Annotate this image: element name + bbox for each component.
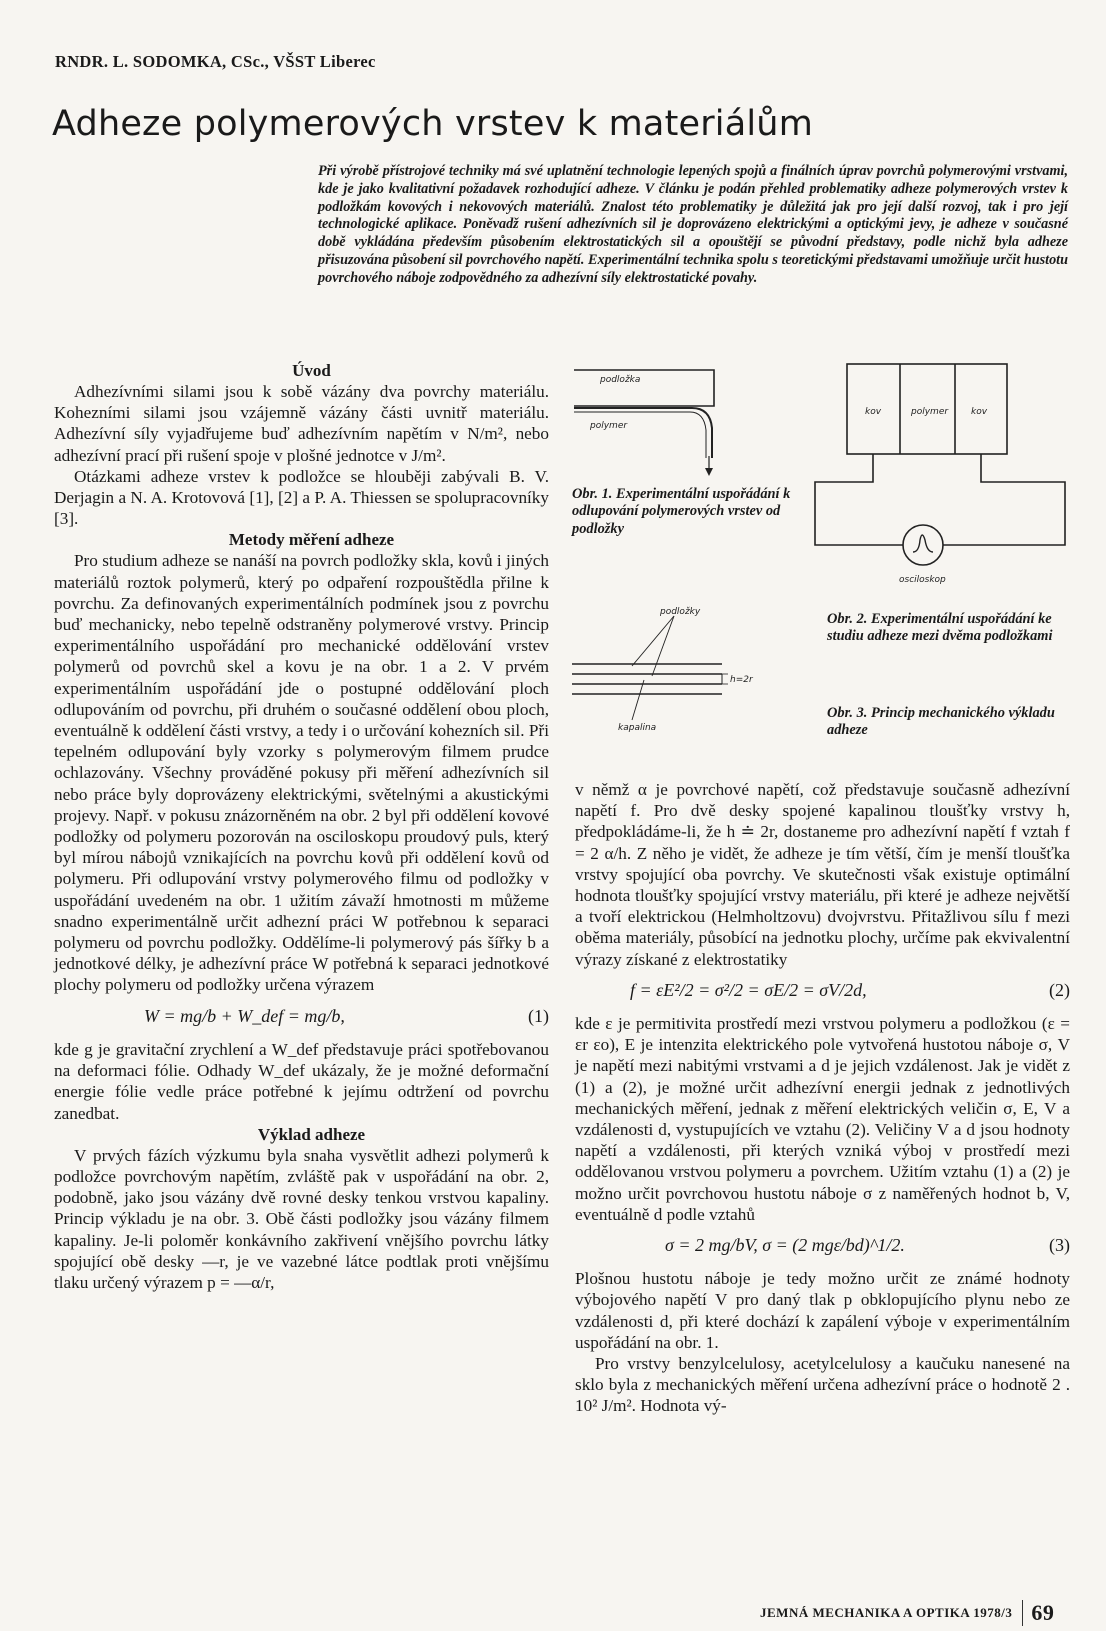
paragraph: kde ε je permitivita prostředí mezi vrstvou polymeru a podložkou (ε = εr εo), E je intenzita elektrického pole vytvořená hustotou náboje σ, V je napětí mezi nabitými vrstvami a d je jejich vzdálenost. Jak je vidět z (1) a (2), je možné určit adhezívní energii jednak z jednotlivých mechanických měření, jednak z měření elektrických veličin σ, E, V a vzdálenosti d, vystupujících ve vztahu (2). Veličiny V a d jsou hodnoty napětí a vzdálenosti, při kterých vzniká výboj v prostředí mezi oddělovanou vrstvou polymeru a povrchem. Užitím vztahu (1) a (2) je možno určit povrchovou hustotu náboje σ z naměřených hodnot b, V, eventuálně d podle vztahů: [575, 1014, 1070, 1224]
right-column: [575, 779, 1070, 1417]
paragraph: kde g je gravitační zrychlení a W_def představuje práci spotřebovanou na deformaci fólie. Odhady W_def ukázaly, že je možné deformační energie fólie vedle práce potřebné k jejímu odtržení od povrchu zanedbat.: [54, 1039, 549, 1123]
abstract: Při výrobě přístrojové techniky má své uplatnění technologie lepených spojů a finálních úprav povrchů polymerovými vrstvami, kde je jako kvalitativní požadavek rozhodující adheze. V článku je podán přehled problematiky adheze polymerových vrstev k podložkám kovových i nekovových materiálů. Znalost této problematiky je důležitá jak pro její další rozvoj, tak i pro její technologické aplikace. Poněvadž rušení adhezívních sil je doprovázeno elektrickými a optickými jevy, je adheze v současné době vykládána především působením elektrostatických sil a opouštějí se původní představy, podle nichž byla adheze přisuzována působení sil povrchového napětí. Experimentální technika spolu s teoretickými představami umožňuje určit hustotu povrchového náboje zodpovědného za adhezívní síly elektrostatické povahy.: [318, 163, 1068, 286]
equation-text: W = mg/b + W_def = mg/b,: [144, 1005, 345, 1026]
fig2-label-polymer: polymer: [911, 407, 949, 417]
equation-number: (2): [1049, 979, 1070, 1000]
left-column: [54, 360, 549, 1293]
article-title: Adheze polymerových vrstev k materiálům: [52, 104, 813, 144]
figure-1-diagram: [572, 368, 772, 480]
fig1-label-polymer: polymer: [590, 421, 628, 431]
figure-2-caption: Obr. 2. Experimentální uspořádání ke studiu adheze mezi dvěma podložkami: [827, 611, 1053, 645]
fig2-label-kov-left: kov: [865, 407, 882, 417]
page-number: 69: [1031, 1600, 1055, 1625]
fig1-label-substrate: podložka: [600, 375, 641, 385]
fig3-label-substrates: podložky: [660, 607, 701, 617]
equation-number: (1): [528, 1005, 549, 1026]
equation-text: f = εE²/2 = σ²/2 = σE/2 = σV/2d,: [630, 979, 867, 1000]
section-heading-vyklad: Výklad adheze: [257, 1124, 366, 1144]
equation-number: (3): [1049, 1235, 1070, 1256]
author-line: RNDR. L. SODOMKA, CSc., VŠST Liberec: [55, 52, 376, 71]
footer-divider: [1022, 1600, 1023, 1626]
figure-1-caption: Obr. 1. Experimentální uspořádání k odlupování polymerových vrstev od podložky: [572, 486, 791, 537]
equation-1: [54, 1006, 549, 1027]
paragraph: Plošnou hustotu náboje je tedy možno určit ze známé hodnoty výbojového napětí V pro daný tlak p obklopujícího plynu nebo ze vzdálenosti d, při které dochází k zapálení výboje v experimentálním uspořádání na obr. 1.: [575, 1269, 1070, 1352]
equation-text: σ = 2 mg/bV, σ = (2 mgε/bd)^1/2.: [665, 1235, 905, 1256]
paragraph: Pro vrstvy benzylcelulosy, acetylcelulosy a kaučuku nanesené na sklo byla z mechanických měření určena adhezívní práce o hodnotě 2 . 10² J/m². Hodnota vý-: [575, 1354, 1070, 1416]
paragraph: v němž α je povrchové napětí, což představuje současně adhezívní napětí f. Pro dvě desky spojené kapalinou tloušťky vrstvy h, předpokládáme-li, že h ≐ 2r, dostaneme pro adhezívní napětí f vztah f = 2 α/h. Z něho je vidět, že adheze je tím větší, čím je menší tloušťka vrstvy spojující oba povrchy. Ve skutečnosti však existuje optimální hodnota tloušťky spojující vrstvy materiálu, při které je adheze největší a tvoří elektrickou (Helmholtzovu) dvojvrstvu. Přitažlivou sílu f mezi oběma materiály, působící na jednotku plochy, určíme pak ekvivalentní výrazy získané z elektrostatiky: [575, 780, 1070, 969]
section-heading-uvod: Úvod: [292, 361, 331, 380]
equation-3: [575, 1235, 1070, 1256]
section-heading-metody: Metody měření adheze: [228, 530, 395, 550]
fig2-label-osc: osciloskop: [899, 575, 946, 585]
paragraph: V prvých fázích výzkumu byla snaha vysvětlit adhezi polymerů k podložce povrchovým napětím, zvláště pak v uspořádání na obr. 2, podobně, jako jsou vázány dvě rovné desky tenkou vrstvou kapaliny. Princip výkladu je na obr. 3. Obě části podložky jsou vázány filmem kapaliny. Je-li poloměr konkávního zakřivení vnějšího povrchu látky spojující obě desky —r, je ve vazebné látce podtlak proti vnějšímu tlaku určený výrazem p = —α/r,: [54, 1145, 549, 1292]
fig3-label-thickness: h=2r: [730, 675, 753, 685]
fig2-label-kov-right: kov: [971, 407, 988, 417]
paragraph: Adhezívními silami jsou k sobě vázány dva povrchy materiálu. Kohezními silami jsou vzájemně vázány části uvnitř materiálu. Adhezívní síly vyjadřujeme buď adhezívním napětím v N/m², nebo adhezívní prací při rušení spoje v plošné jednotce v J/m².: [54, 382, 549, 465]
figure-3-diagram: [572, 607, 782, 735]
paragraph: Pro studium adheze se nanáší na povrch podložky skla, kovů i jiných materiálů roztok polymerů, který po odpaření rozpouštědla přilne k povrchu. Za definovaných experimentálních podmínek jsou z povrchu buď mechanicky, nebo tepelně odstraněny polymerové vrstvy. Princip experimentálního uspořádání pro mechanické oddělování vrstev polymerů od povrchů skel a kovu je na obr. 1 a 2. V prvém experimentálním uspořádání jde o postupné oddělování ploch odlupováním od povrchu, při druhém o současné oddělení obou ploch, eventuálně k oddělení části vrstvy, a tedy i o určování kohezních sil. Při tepelném odlupování byly vzorky s polymerovým filmem prudce ochlazovány. Všechny prováděné pokusy při měření adhezívních sil nebo práce byly doprovázeny elektrickými, světelnými a akustickými projevy. Např. v pokusu znázorněném na obr. 2 byl při oddělení kovové podložky od polymeru pozorován na osciloskopu proudový puls, který byl mírou nábojů vznikajících na povrchu kovů při oddělení kovů od polymeru. Při odlupování vrstvy polymerového filmu od podložky v uspořádání uvedeném na obr. 1 užitím závaží hmotnosti m můžeme snadno experimentálně určit adhezní práci W potřebnou k separaci polymeru od povrchu podložky. Oddělíme-li polymerový pás šířky b a jednotkové délky, je adhezívní práce W potřebná k separaci jednotkové plochy polymeru od podložky určena výrazem: [54, 551, 549, 995]
paragraph: Otázkami adheze vrstev k podložce se hlouběji zabývali B. V. Derjagin a N. A. Krotovová [1], [2] a P. A. Thiessen se spolupracovníky [3].: [54, 466, 549, 529]
figure-2-diagram: [815, 360, 1069, 600]
journal-name: JEMNÁ MECHANIKA A OPTIKA 1978/3: [760, 1605, 1013, 1620]
equation-2: [575, 980, 1070, 1001]
page-footer: [760, 1600, 1054, 1626]
fig3-label-liquid: kapalina: [618, 723, 657, 733]
figure-3-caption: Obr. 3. Princip mechanického výkladu adheze: [827, 705, 1055, 739]
